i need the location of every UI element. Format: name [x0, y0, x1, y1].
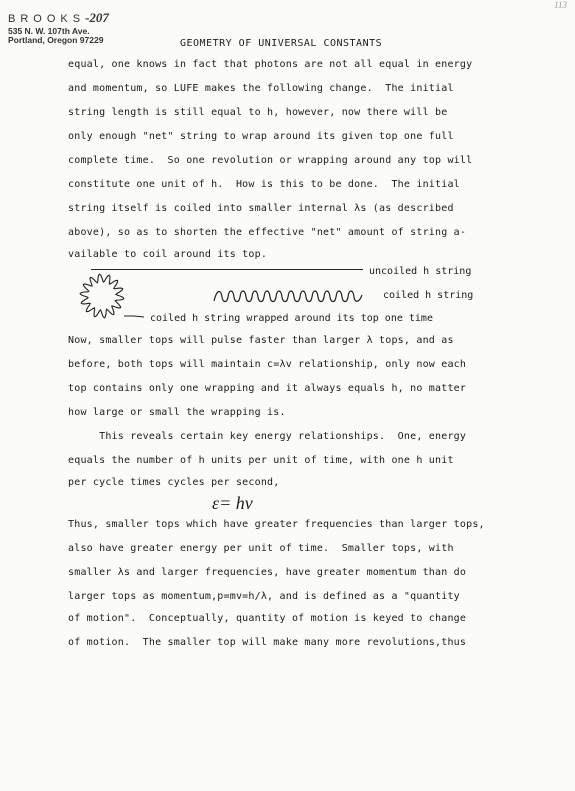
stamp-address-line-2: Portland, Oregon 97229 [8, 34, 104, 45]
energy-formula: ε= hv [212, 493, 253, 513]
text-line: smaller λs and larger frequencies, have greater momentum than do [68, 567, 467, 578]
text-line: larger tops as momentum,p=mv=h/λ, and is defined as a "quantity [68, 591, 460, 602]
text-line: vailable to coil around its top. [68, 249, 268, 260]
text-line: string itself is coiled into smaller internal λs (as described [68, 203, 454, 214]
wrapped-top-drawing [72, 272, 152, 324]
address-stamp [8, 10, 109, 45]
wrapped-string-loop [80, 274, 124, 318]
coiled-string-drawing [212, 289, 364, 305]
coiled-string-label: coiled h string [383, 290, 474, 301]
text-line: complete time. So one revolution or wrapping around any top will [68, 155, 473, 166]
text-line: equal, one knows in fact that photons are not all equal in energy [68, 59, 473, 70]
page-title: GEOMETRY OF UNIVERSAL CONSTANTS [180, 38, 383, 49]
text-line: constitute one unit of h. How is this to be done. The initial [68, 179, 460, 190]
text-line: Thus, smaller tops which have greater frequencies than larger tops, [68, 519, 485, 530]
text-line: also have greater energy per unit of time. Smaller tops, with [68, 543, 454, 554]
text-line: before, both tops will maintain c=λv relationship, only now each [68, 359, 467, 370]
text-line: of motion". Conceptually, quantity of motion is keyed to change [68, 613, 467, 624]
stamp-name: BROOKS [8, 13, 86, 25]
uncoiled-string-line [91, 269, 363, 270]
text-line: This reveals certain key energy relationships. One, energy [68, 431, 467, 442]
text-line: above), so as to shorten the effective "net" amount of string a- [68, 227, 467, 238]
text-line: top contains only one wrapping and it always equals h, no matter [68, 383, 467, 394]
text-line: how large or small the wrapping is. [68, 407, 286, 418]
text-line: equals the number of h units per unit of time, with one h unit [68, 455, 454, 466]
text-line: and momentum, so LUFE makes the following change. The initial [68, 83, 454, 94]
text-line: Now, smaller tops will pulse faster than larger λ tops, and as [68, 335, 454, 346]
uncoiled-string-label: uncoiled h string [369, 266, 472, 277]
stamp-number: -207 [85, 10, 109, 25]
text-line: per cycle times cycles per second, [68, 477, 280, 488]
stamp-address-line-1: 535 N. W. 107th Ave. [8, 25, 90, 36]
wrapped-string-label: coiled h string wrapped around its top one time [150, 313, 433, 324]
text-line: of motion. The smaller top will make many more revolutions,thus [68, 637, 467, 648]
text-line: only enough "net" string to wrap around its given top one full [68, 131, 454, 142]
text-line: string length is still equal to h, however, now there will be [68, 107, 448, 118]
page-number: 113 [554, 0, 567, 10]
